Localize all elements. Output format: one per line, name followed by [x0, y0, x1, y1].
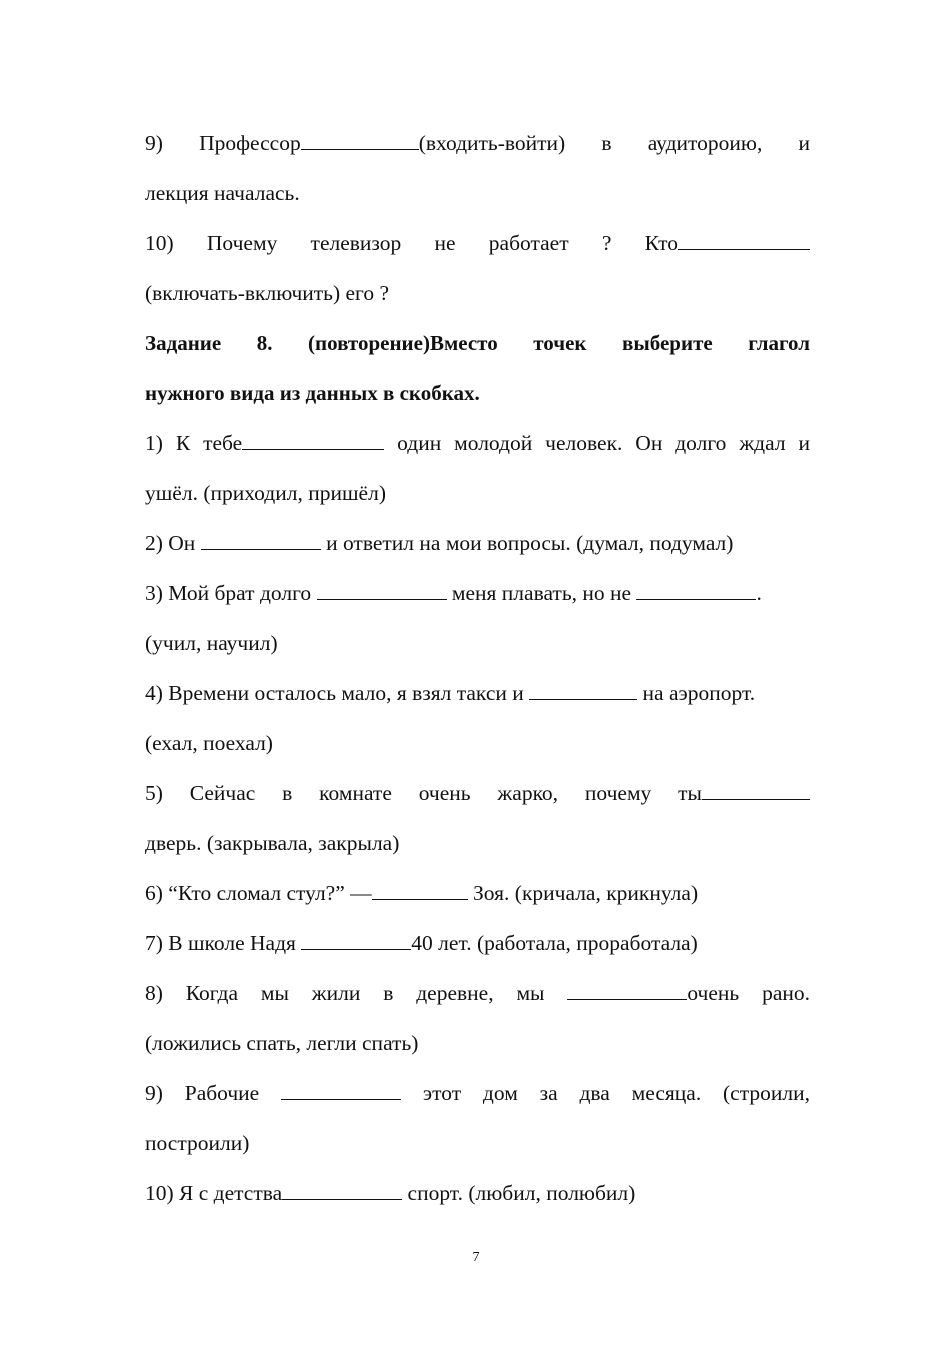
item-8-line2: (ложились спать, легли спать) [145, 1031, 419, 1055]
item-10-line1 [145, 1168, 810, 1218]
prev-item-9-line1 [145, 118, 810, 168]
prev-item-9-text: 9) Профессор [145, 131, 301, 155]
item-10-text: 10) Я с детства [145, 1181, 283, 1205]
item-5-line2: дверь. (закрывала, закрыла) [145, 831, 400, 855]
item-10-text-cont: спорт. (любил, полюбил) [402, 1181, 636, 1205]
item-5-text: 5) Сейчас в комнате очень жарко, почему ты [145, 781, 702, 805]
prev-item-9-options: (входить-войти) в аудитороию, и [418, 131, 810, 155]
item-2-line1 [145, 518, 810, 568]
answer-blank[interactable] [301, 933, 411, 950]
answer-blank[interactable] [201, 533, 321, 550]
item-7-text-cont: 40 лет. (работала, проработала) [411, 931, 698, 955]
item-8-text: 8) Когда мы жили в деревне, мы [145, 981, 568, 1005]
item-6-text-cont: Зоя. (кричала, крикнула) [467, 881, 699, 905]
item-3-text: 3) Мой брат долго [145, 581, 317, 605]
item-4-line2: (ехал, поехал) [145, 731, 273, 755]
answer-blank[interactable] [372, 883, 468, 900]
answer-blank[interactable] [242, 433, 384, 450]
item-9-text-cont: этот дом за два месяца. (строили, [401, 1081, 810, 1105]
item-9-text: 9) Рабочие [145, 1081, 282, 1105]
item-2-text: 2) Он [145, 531, 201, 555]
item-7-line1 [145, 918, 810, 968]
answer-blank[interactable] [301, 133, 419, 150]
prev-item-10-text: 10) Почему телевизор не работает ? Кто [145, 231, 678, 255]
answer-blank[interactable] [636, 583, 756, 600]
item-3-period: . [756, 581, 762, 605]
item-7-text: 7) В школе Надя [145, 931, 302, 955]
task-title-line1: Задание 8. (повторение)Вместо точек выберите глагол [145, 331, 810, 355]
item-1-line1 [145, 418, 810, 468]
prev-item-9-line2: лекция началась. [145, 181, 300, 205]
item-4-text: 4) Времени осталось мало, я взял такси и [145, 681, 530, 705]
item-3-line2: (учил, научил) [145, 631, 278, 655]
item-1-text: 1) К тебе [145, 431, 243, 455]
prev-item-10-line1 [145, 218, 810, 268]
answer-blank[interactable] [702, 783, 810, 800]
item-8-line1 [145, 968, 810, 1018]
item-4-line1 [145, 668, 810, 718]
prev-item-10-line2: (включать-включить) его ? [145, 281, 390, 305]
item-5-line1 [145, 768, 810, 818]
item-2-text-cont: и ответил на мои вопросы. (думал, подумал) [320, 531, 734, 555]
answer-blank[interactable] [567, 983, 687, 1000]
item-1-text-cont: один молодой человек. Он долго ждал и [384, 431, 810, 455]
item-6-text: 6) “Кто сломал стул?” — [145, 881, 372, 905]
answer-blank[interactable] [529, 683, 637, 700]
answer-blank[interactable] [282, 1183, 402, 1200]
answer-blank[interactable] [281, 1083, 401, 1100]
item-3-text-cont: меня плавать, но не [446, 581, 637, 605]
worksheet-content [145, 118, 810, 1218]
item-1-line2: ушёл. (приходил, пришёл) [145, 481, 386, 505]
item-6-line1 [145, 868, 810, 918]
item-8-text-cont: очень рано. [687, 981, 810, 1005]
item-4-text-cont: на аэропорт. [637, 681, 756, 705]
item-9-line2: построили) [145, 1131, 250, 1155]
item-9-line1 [145, 1068, 810, 1118]
answer-blank[interactable] [317, 583, 447, 600]
page-number: 7 [472, 1250, 480, 1265]
answer-blank[interactable] [678, 233, 810, 250]
item-3-line1 [145, 568, 810, 618]
task-title-line2: нужного вида из данных в скобках. [145, 381, 480, 405]
